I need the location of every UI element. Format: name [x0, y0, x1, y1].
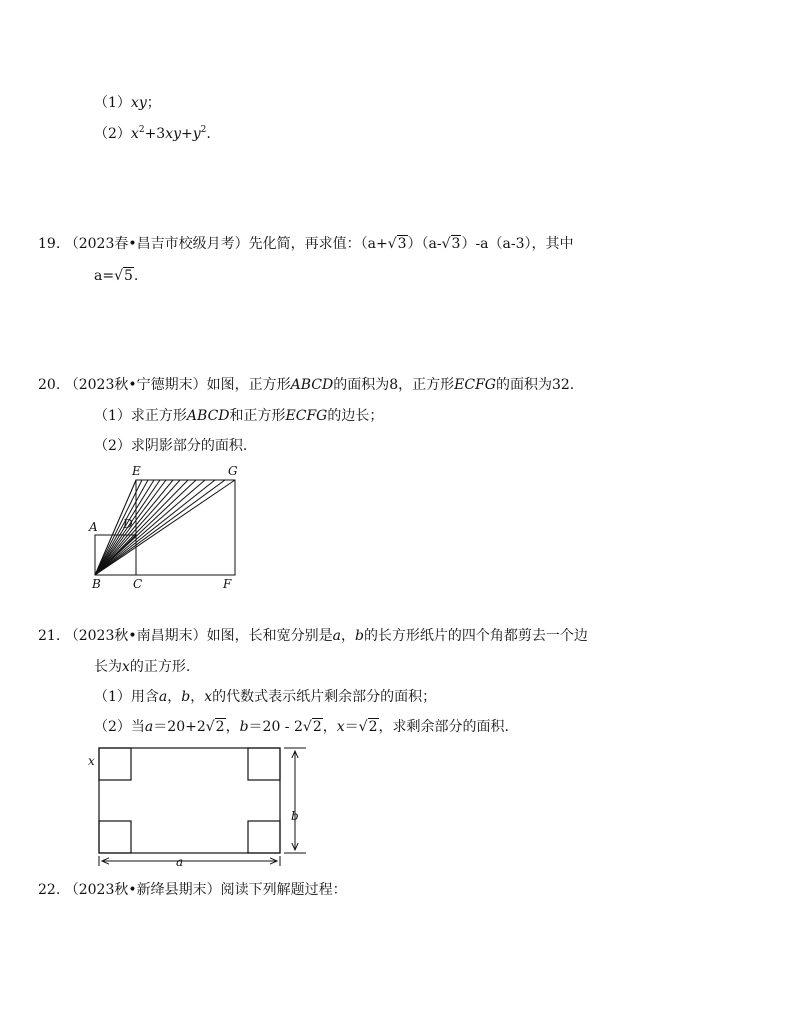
var-b: b — [354, 628, 364, 644]
label-abcd: ABCD — [290, 377, 334, 393]
q21-figure — [80, 742, 320, 870]
var-xy: xy — [165, 126, 182, 142]
q20-part1 — [94, 407, 383, 425]
punctuation: ； — [146, 95, 161, 111]
punctuation: ， — [190, 689, 205, 705]
question-text: ）-a（a-3），其中 — [461, 236, 574, 252]
question-text: 的面积为8，正方形 — [333, 377, 455, 393]
q21-line2 — [94, 658, 190, 676]
q21-line1 — [38, 627, 588, 645]
punctuation: ， — [340, 628, 355, 644]
label-ecfg: ECFG — [454, 377, 496, 393]
var-b: b — [181, 689, 191, 705]
question-text: 阅读下列解题过程： — [220, 882, 347, 898]
q22-line1 — [38, 881, 347, 899]
label-g: G — [228, 464, 238, 478]
sqrt-5: √5 — [114, 268, 133, 284]
q21-part2 — [94, 718, 509, 736]
question-text: a= — [94, 268, 115, 284]
q19-line1 — [38, 235, 574, 253]
question-text: 和正方形 — [229, 408, 286, 424]
var-a: a — [144, 719, 154, 735]
part-number: （1） — [94, 95, 131, 111]
sqrt-2: √2 — [358, 719, 378, 735]
question-text: ）（a- — [407, 236, 442, 252]
label-b: B — [92, 577, 101, 591]
sqrt-3: √3 — [387, 236, 407, 252]
question-number: 19. — [38, 236, 61, 252]
corner-square-bottom-right — [248, 821, 280, 853]
question-text: 如图，正方形 — [206, 377, 291, 393]
value-x: ＝ — [344, 719, 359, 735]
operator: + — [181, 126, 193, 142]
question-text: （1）用含 — [94, 689, 159, 705]
label-x: x — [88, 754, 95, 768]
exponent: 2 — [138, 125, 145, 135]
question-number: 22. — [38, 882, 61, 898]
question-text: ，求剩余部分的面积. — [378, 719, 509, 735]
label-a: a — [176, 855, 184, 869]
question-text: （2）求阴影部分的面积. — [94, 438, 248, 454]
question-text: （1）求正方形 — [94, 408, 187, 424]
question-text: 的正方形. — [129, 659, 191, 675]
q19-line2 — [94, 267, 138, 285]
punctuation: ， — [322, 719, 337, 735]
punctuation: ， — [167, 689, 182, 705]
sqrt-2: √2 — [302, 719, 322, 735]
question-text: 的面积为32. — [495, 377, 575, 393]
question-text: 的代数式表示纸片剩余部分的面积； — [212, 689, 437, 705]
var-y: y — [192, 126, 201, 142]
var-x: x — [336, 719, 345, 735]
question-number: 21. — [38, 628, 61, 644]
operator: +3 — [144, 126, 166, 142]
label-a: A — [89, 520, 98, 534]
q18-part1 — [94, 94, 161, 112]
question-source: （2023春•昌吉市校级月考） — [64, 236, 249, 252]
shaded-region — [95, 480, 225, 575]
segment-bd — [95, 535, 136, 575]
q20-line1 — [38, 376, 574, 394]
question-source: （2023秋•南昌期末） — [64, 628, 207, 644]
paper-rectangle — [99, 748, 280, 853]
corner-square-top-right — [248, 748, 280, 780]
sqrt-3: √3 — [441, 236, 461, 252]
var-x: x — [204, 689, 213, 705]
question-text: 先化简，再求值：（a+ — [248, 236, 388, 252]
question-source: （2023秋•新绛县期末） — [64, 882, 221, 898]
q21-part1 — [94, 688, 436, 706]
sqrt-2: √2 — [205, 719, 225, 735]
expression: xy — [130, 95, 147, 111]
question-source: （2023秋•宁德期末） — [64, 377, 207, 393]
question-number: 20. — [38, 377, 61, 393]
var-b: b — [239, 719, 249, 735]
corner-square-bottom-left — [99, 821, 131, 853]
question-text: 的长方形纸片的四个角都剪去一个边 — [363, 628, 588, 644]
question-text: （2）当 — [94, 719, 145, 735]
label-abcd: ABCD — [186, 408, 230, 424]
q20-part2 — [94, 437, 247, 455]
punctuation: . — [206, 126, 211, 142]
exponent: 2 — [200, 125, 207, 135]
question-text: 如图，长和宽分别是 — [206, 628, 333, 644]
label-d: D — [123, 517, 133, 531]
q18-part2 — [94, 125, 211, 143]
var-x: x — [122, 659, 130, 675]
label-c: C — [133, 577, 143, 591]
var-a: a — [158, 689, 168, 705]
punctuation: ， — [225, 719, 240, 735]
label-f: F — [223, 577, 232, 591]
label-e: E — [132, 464, 141, 478]
q20-figure — [80, 458, 260, 593]
label-ecfg: ECFG — [285, 408, 328, 424]
question-text: 的边长； — [327, 408, 384, 424]
value-a: ＝20+2 — [153, 719, 206, 735]
question-text: 长为 — [94, 659, 122, 675]
corner-square-top-left — [99, 748, 131, 780]
var-x: x — [130, 126, 139, 142]
part-number: （2） — [94, 126, 131, 142]
punctuation: . — [133, 268, 139, 284]
label-b: b — [291, 809, 299, 823]
var-a: a — [332, 628, 341, 644]
value-b: ＝20 - 2 — [248, 719, 303, 735]
